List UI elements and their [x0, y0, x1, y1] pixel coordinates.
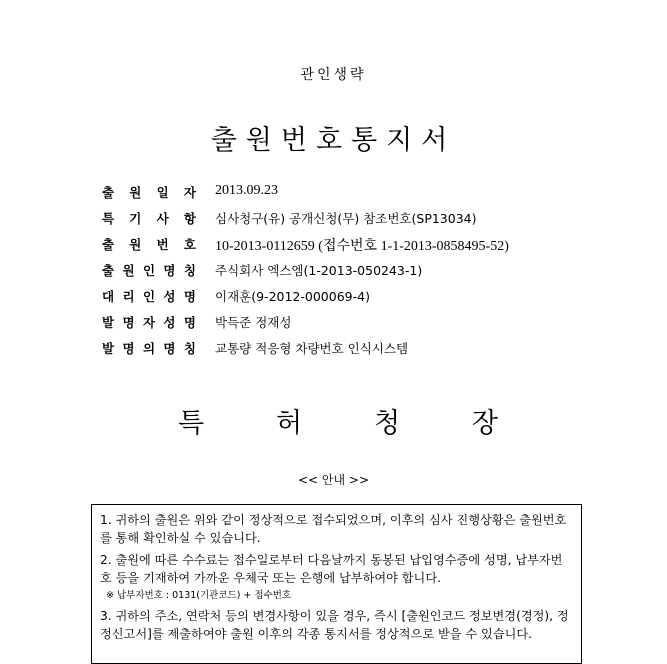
label-char: 항	[183, 211, 196, 226]
label-char: 성	[163, 315, 176, 330]
label-char: 명	[163, 341, 176, 356]
field-label	[102, 261, 215, 279]
guide-heading: << 안내 >>	[297, 473, 370, 487]
notice-box	[91, 504, 582, 664]
document-title: 출원번호통지서	[210, 125, 457, 156]
remarks-value: 심사청구(유) 공개신청(무) 참조번호(SP13034)	[215, 211, 477, 226]
field-row-inventor	[102, 313, 509, 339]
label-char: 칭	[183, 341, 196, 356]
label-chars	[102, 261, 196, 279]
label-char: 번	[156, 237, 169, 252]
office-char: 장	[471, 408, 498, 439]
label-char: 사	[156, 211, 169, 226]
label-chars	[102, 313, 196, 331]
label-char: 리	[122, 289, 135, 304]
label-char: 대	[102, 289, 115, 304]
label-char: 특	[102, 211, 115, 226]
label-char: 발	[102, 315, 115, 330]
label-char: 인	[142, 289, 156, 304]
label-chars	[102, 339, 196, 357]
label-chars	[102, 287, 196, 305]
office-char: 청	[373, 408, 401, 439]
office-name	[178, 401, 498, 440]
label-char: 명	[122, 341, 135, 356]
field-row-agent	[102, 287, 509, 313]
label-char: 인	[142, 263, 156, 278]
inventor-value: 박득준 정재성	[215, 315, 292, 330]
label-chars	[102, 183, 196, 201]
label-char: 출	[102, 185, 115, 200]
notice-item-1: 1. 귀하의 출원은 위와 같이 정상적으로 접수되었으며, 이후의 심사 진행상황은 출원번호를 통해 확인하실 수 있습니다.	[100, 513, 567, 545]
field-label	[102, 209, 215, 227]
invention-title-value: 교통량 적응형 차량번호 인식시스템	[215, 341, 409, 356]
label-char: 성	[163, 289, 176, 304]
label-char: 원	[129, 185, 142, 200]
field-row-remarks	[102, 209, 509, 235]
label-char: 자	[142, 315, 156, 330]
label-char: 원	[122, 263, 135, 278]
label-char: 칭	[183, 263, 196, 278]
field-row-filing-date	[102, 183, 509, 209]
label-char: 원	[129, 237, 142, 252]
label-char: 명	[163, 263, 176, 278]
label-chars	[102, 209, 196, 227]
payer-number-note: ※ 납부자번호 : 0131(기관코드) + 접수번호	[106, 590, 292, 601]
office-char: 허	[275, 408, 303, 439]
field-label	[102, 287, 215, 305]
label-char: 자	[183, 185, 196, 200]
notice-item-2: 2. 출원에 따른 수수료는 접수일로부터 다음날까지 동봉된 납입영수증에 성명, 납부자번호 등을 기재하여 가까운 우체국 또는 은행에 납부하여야 합니다.	[100, 553, 563, 585]
field-label	[102, 235, 215, 253]
filing-date-value: 2013.09.23	[215, 183, 278, 198]
label-char: 출	[102, 237, 115, 252]
applicant-value: 주식회사 엑스엠(1-2013-050243-1)	[215, 263, 423, 278]
label-char: 명	[122, 315, 135, 330]
label-char: 일	[156, 185, 169, 200]
field-label	[102, 183, 215, 201]
agent-value: 이재훈(9-2012-000069-4)	[215, 289, 370, 304]
label-chars	[102, 235, 196, 253]
label-char: 호	[183, 237, 196, 252]
field-row-applicant	[102, 261, 509, 287]
label-char: 기	[129, 211, 142, 226]
application-fields	[102, 183, 509, 365]
field-label	[102, 339, 215, 357]
label-char: 명	[183, 289, 196, 304]
label-char: 명	[183, 315, 196, 330]
seal-omitted-label: 관인생략	[300, 67, 367, 83]
application-number-value: 10-2013-0112659 (접수번호 1-1-2013-0858495-52)	[215, 239, 509, 254]
label-char: 의	[142, 341, 156, 356]
office-char: 특	[178, 408, 205, 439]
notice-item-3: 3. 귀하의 주소, 연락처 등의 변경사항이 있을 경우, 즉시 [출원인코드 정보변경(경정), 정정신고서]를 제출하여야 출원 이후의 각종 통지서를 정상적으로 받을 수 있습니다.	[100, 609, 569, 641]
field-row-application-number	[102, 235, 509, 261]
label-char: 발	[102, 341, 115, 356]
field-label	[102, 313, 215, 331]
field-row-invention-title	[102, 339, 509, 365]
label-char: 출	[102, 263, 115, 278]
